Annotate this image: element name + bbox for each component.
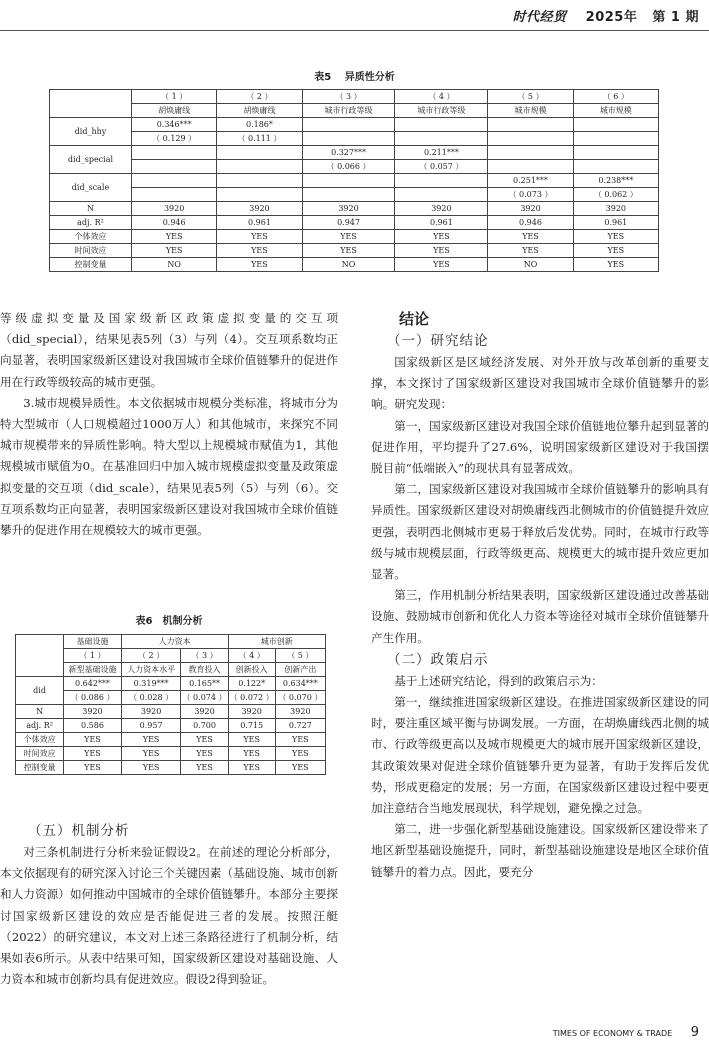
std-error-cell bbox=[302, 132, 395, 146]
stat-cell: YES bbox=[395, 230, 488, 244]
table-row bbox=[16, 635, 326, 649]
row-label: N bbox=[16, 705, 64, 719]
column-number: （ 2 ） bbox=[217, 90, 302, 104]
left-column bbox=[0, 308, 338, 541]
stat-cell: YES bbox=[228, 733, 275, 747]
row-label: 控制变量 bbox=[50, 258, 132, 272]
stat-cell: YES bbox=[121, 747, 181, 761]
std-error-cell bbox=[573, 160, 658, 174]
stat-cell: NO bbox=[132, 258, 217, 272]
stat-cell: YES bbox=[217, 258, 302, 272]
std-error-cell: （ 0.073 ） bbox=[488, 188, 573, 202]
group-header: 城市创新 bbox=[228, 635, 325, 649]
stat-cell: NO bbox=[302, 258, 395, 272]
stat-cell: 3920 bbox=[121, 705, 181, 719]
coefficient-cell bbox=[395, 174, 488, 188]
row-label: 控制变量 bbox=[16, 761, 64, 775]
stat-cell: 3920 bbox=[275, 705, 325, 719]
coefficient-cell: 0.186* bbox=[217, 118, 302, 132]
coefficient-cell: 0.327*** bbox=[302, 146, 395, 160]
stat-cell: YES bbox=[217, 230, 302, 244]
std-error-cell bbox=[488, 132, 573, 146]
coefficient-cell bbox=[488, 146, 573, 160]
std-error-cell: （ 0.074 ） bbox=[181, 691, 228, 705]
stat-cell: 0.961 bbox=[217, 216, 302, 230]
stat-cell: 3920 bbox=[181, 705, 228, 719]
row-label: 个体效应 bbox=[16, 733, 64, 747]
std-error-cell bbox=[217, 160, 302, 174]
stat-cell: 3920 bbox=[302, 202, 395, 216]
stat-cell: 0.947 bbox=[302, 216, 395, 230]
table5-heterogeneity bbox=[49, 89, 659, 272]
coefficient-cell: 0.634*** bbox=[275, 677, 325, 691]
coefficient-cell: 0.346*** bbox=[132, 118, 217, 132]
stat-cell: 0.961 bbox=[395, 216, 488, 230]
column-header: 城市规模 bbox=[573, 104, 658, 118]
table-row bbox=[16, 677, 326, 691]
stat-cell: YES bbox=[488, 230, 573, 244]
column-number: （ 4 ） bbox=[395, 90, 488, 104]
coefficient-cell: 0.122* bbox=[228, 677, 275, 691]
coefficient-cell bbox=[395, 118, 488, 132]
column-number: （ 4 ） bbox=[228, 649, 275, 663]
row-label: adj. R² bbox=[16, 719, 64, 733]
row-label: 时间效应 bbox=[16, 747, 64, 761]
stat-cell: YES bbox=[302, 244, 395, 258]
column-number: （ 5 ） bbox=[275, 649, 325, 663]
std-error-cell bbox=[302, 188, 395, 202]
table-row bbox=[50, 202, 659, 216]
column-number: （ 1 ） bbox=[132, 90, 217, 104]
paragraph: 3.城市规模异质性。本文依据城市规模分类标准，将城市分为特大型城市（人口规模超过1000万人）和其他城市，来探究不同城市规模带来的异质性影响。特大型以上规模城市赋值为1，其他规模城市赋值为0。在基准回归中加入城市规模虚拟变量及政策虚拟变量的交互项（did_scale），结果见表5列（5）与列（6）。交互项系数均正向显著，表明国家级新区建设对我国城市全球价值链攀升的促进作用在规模较大的城市更强。 bbox=[0, 395, 338, 538]
magazine-name: 时代经贸 bbox=[512, 10, 567, 25]
row-label: N bbox=[50, 202, 132, 216]
row-label: 个体效应 bbox=[50, 230, 132, 244]
coefficient-cell: 0.165** bbox=[181, 677, 228, 691]
coefficient-cell: 0.211*** bbox=[395, 146, 488, 160]
std-error-cell: （ 0.086 ） bbox=[64, 691, 122, 705]
std-error-cell: （ 0.057 ） bbox=[395, 160, 488, 174]
column-number: （ 6 ） bbox=[573, 90, 658, 104]
coefficient-cell bbox=[217, 146, 302, 160]
std-error-cell bbox=[395, 132, 488, 146]
stat-cell: 3920 bbox=[488, 202, 573, 216]
stat-cell: 0.700 bbox=[181, 719, 228, 733]
column-header: 胡焕庸线 bbox=[132, 104, 217, 118]
page-footer bbox=[553, 1025, 699, 1040]
group-header: 基础设施 bbox=[64, 635, 122, 649]
stat-cell: YES bbox=[395, 244, 488, 258]
stat-cell: 3920 bbox=[217, 202, 302, 216]
coefficient-cell: 0.642*** bbox=[64, 677, 122, 691]
section-heading-mechanism: （五）机制分析 bbox=[28, 823, 130, 839]
stat-cell: YES bbox=[228, 761, 275, 775]
right-column bbox=[371, 308, 709, 883]
table5-caption: 表5 异质性分析 bbox=[314, 72, 395, 83]
column-number: （ 3 ） bbox=[181, 649, 228, 663]
coefficient-cell bbox=[217, 174, 302, 188]
stat-cell: 3920 bbox=[395, 202, 488, 216]
paragraph: 第二，进一步强化新型基础设施建设。国家级新区建设带来了地区新型基础设施提升，同时，新型基础设施建设是地区全球价值链攀升的着力点。因此，要充分 bbox=[371, 822, 709, 879]
stat-cell: 3920 bbox=[132, 202, 217, 216]
paragraph: 对三条机制进行分析来验证假设2。在前述的理论分析部分，本文依据现有的研究深入讨论三个关键因素（基础设施、城市创新和人力资源）如何推动中国城市的全球价值链攀升。本部分主要探讨国家级新区建设的效应是否能促进三者的发展。按照汪艇（2022）的研究建议，本文对上述三条路径进行了机制分析，结果如表6所示。从表中结果可知，国家级新区建设对基础设施、人力资本和城市创新均具有促进效应。假设2得到验证。 bbox=[0, 845, 338, 987]
table-row bbox=[16, 733, 326, 747]
column-header: 胡焕庸线 bbox=[217, 104, 302, 118]
stat-cell: YES bbox=[228, 747, 275, 761]
column-header: 城市规模 bbox=[488, 104, 573, 118]
std-error-cell: （ 0.062 ） bbox=[573, 188, 658, 202]
stat-cell: YES bbox=[275, 733, 325, 747]
issue-year: 2025年 bbox=[585, 10, 638, 25]
coefficient-cell: 0.238*** bbox=[573, 174, 658, 188]
stat-cell: YES bbox=[217, 244, 302, 258]
table6-mechanism bbox=[15, 634, 326, 775]
row-label: did_special bbox=[50, 146, 132, 174]
table-row bbox=[50, 174, 659, 188]
column-header: 创新投入 bbox=[228, 663, 275, 677]
table-row bbox=[16, 761, 326, 775]
stat-cell: 0.727 bbox=[275, 719, 325, 733]
issue-number: 第 1 期 bbox=[652, 10, 699, 25]
table-row bbox=[50, 216, 659, 230]
table-row bbox=[50, 90, 659, 104]
header-rule bbox=[0, 30, 709, 31]
stat-cell: YES bbox=[275, 747, 325, 761]
stat-cell: YES bbox=[573, 258, 658, 272]
stat-cell: 3920 bbox=[64, 705, 122, 719]
subheading-policy: （二）政策启示 bbox=[387, 651, 489, 668]
paragraph: 国家级新区是区域经济发展、对外开放与改革创新的重要支撑，本文探讨了国家级新区建设对我国城市全球价值链攀升的影响。研究发现： bbox=[371, 355, 709, 412]
row-label: did bbox=[16, 677, 64, 705]
column-number: （ 2 ） bbox=[121, 649, 181, 663]
row-label: did_scale bbox=[50, 174, 132, 202]
stat-cell: YES bbox=[488, 244, 573, 258]
paragraph: 第二，国家级新区建设对我国城市全球价值链攀升的影响具有异质性。国家级新区建设对胡焕庸线西北侧城市的价值链提升效应更强，表明西北侧城市更易于释放后发优势。同时，在城市行政等级与城市规模层面，行政等级更高、规模更大的城市提升效应更加显著。 bbox=[371, 482, 709, 582]
stat-cell: YES bbox=[181, 761, 228, 775]
paragraph: 第一，国家级新区建设对我国全球价值链地位攀升起到显著的促进作用，平均提升了27.6%，说明国家级新区建设对于我国摆脱目前“低端嵌入”的现状具有显著成效。 bbox=[371, 418, 709, 476]
stat-cell: YES bbox=[395, 258, 488, 272]
page-number: 9 bbox=[690, 1025, 699, 1040]
table6-caption: 表6 机制分析 bbox=[135, 616, 203, 627]
std-error-cell bbox=[573, 132, 658, 146]
stat-cell: YES bbox=[121, 733, 181, 747]
page-header bbox=[513, 6, 699, 25]
coefficient-cell bbox=[132, 174, 217, 188]
stat-cell: 0.946 bbox=[488, 216, 573, 230]
stat-cell: YES bbox=[573, 230, 658, 244]
paragraph: 基于上述研究结论，得到的政策启示为： bbox=[394, 673, 603, 688]
table-row bbox=[50, 146, 659, 160]
stat-cell: 3920 bbox=[228, 705, 275, 719]
table-row bbox=[50, 160, 659, 174]
coefficient-cell bbox=[573, 118, 658, 132]
left-column-lower bbox=[0, 820, 338, 990]
table-row bbox=[16, 747, 326, 761]
table-row bbox=[50, 244, 659, 258]
std-error-cell bbox=[395, 188, 488, 202]
stat-cell: YES bbox=[121, 761, 181, 775]
coefficient-cell bbox=[302, 118, 395, 132]
section-heading-conclusion: 结论 bbox=[399, 310, 430, 328]
std-error-cell bbox=[132, 160, 217, 174]
stat-cell: 0.961 bbox=[573, 216, 658, 230]
row-label: adj. R² bbox=[50, 216, 132, 230]
column-header: 城市行政等级 bbox=[395, 104, 488, 118]
coefficient-cell bbox=[302, 174, 395, 188]
table-row bbox=[16, 719, 326, 733]
group-header: 人力资本 bbox=[121, 635, 228, 649]
table-row bbox=[50, 188, 659, 202]
stat-cell: 0.957 bbox=[121, 719, 181, 733]
subheading-findings: （一）研究结论 bbox=[387, 333, 489, 349]
std-error-cell: （ 0.070 ） bbox=[275, 691, 325, 705]
std-error-cell: （ 0.111 ） bbox=[217, 132, 302, 146]
std-error-cell bbox=[217, 188, 302, 202]
column-header: 新型基础设施 bbox=[64, 663, 122, 677]
stat-cell: 0.946 bbox=[132, 216, 217, 230]
column-header: 人力资本水平 bbox=[121, 663, 181, 677]
table-row bbox=[50, 258, 659, 272]
journal-name: TIMES OF ECONOMY & TRADE bbox=[552, 1029, 673, 1038]
stat-cell: YES bbox=[64, 761, 122, 775]
table-row bbox=[50, 230, 659, 244]
stat-cell: NO bbox=[488, 258, 573, 272]
std-error-cell bbox=[132, 188, 217, 202]
std-error-cell bbox=[488, 160, 573, 174]
column-number: （ 1 ） bbox=[64, 649, 122, 663]
stat-cell: YES bbox=[64, 733, 122, 747]
stat-cell: 0.715 bbox=[228, 719, 275, 733]
stat-cell: YES bbox=[302, 230, 395, 244]
row-label: 时间效应 bbox=[50, 244, 132, 258]
paragraph: 第三，作用机制分析结果表明，国家级新区建设通过改善基础设施、鼓励城市创新和优化人力资本等途径对城市全球价值链攀升产生作用。 bbox=[371, 588, 709, 645]
column-number: （ 3 ） bbox=[302, 90, 395, 104]
table-row bbox=[50, 118, 659, 132]
coefficient-cell: 0.319*** bbox=[121, 677, 181, 691]
stat-cell: 3920 bbox=[573, 202, 658, 216]
stat-cell: YES bbox=[181, 733, 228, 747]
table-row bbox=[50, 104, 659, 118]
table-corner-cell bbox=[16, 635, 64, 677]
coefficient-cell bbox=[488, 118, 573, 132]
paragraph: 等级虚拟变量及国家级新区政策虚拟变量的交互项（did_special），结果见表5列（3）与列（4）。交互项系数均正向显著，表明国家级新区建设对我国城市全球价值链攀升的促进作用在行政等级较高的城市更强。 bbox=[0, 311, 338, 389]
column-header: 教育投入 bbox=[181, 663, 228, 677]
column-header: 创新产出 bbox=[275, 663, 325, 677]
coefficient-cell bbox=[132, 146, 217, 160]
table-corner-cell bbox=[50, 90, 132, 118]
stat-cell: YES bbox=[181, 747, 228, 761]
stat-cell: YES bbox=[64, 747, 122, 761]
std-error-cell: （ 0.129 ） bbox=[132, 132, 217, 146]
stat-cell: YES bbox=[573, 244, 658, 258]
table-row bbox=[50, 132, 659, 146]
paragraph: 第一，继续推进国家级新区建设。在推进国家级新区建设的同时，要注重区域平衡与协调发展。一方面，在胡焕庸线西北侧的城市、行政等级更高以及城市规模更大的城市展开国家级新区建设，其政策效果对促进全球价值链攀升更为显著，有助于发挥后发优势，形成更稳定的发展；另一方面，在国家级新区建设过程中要更加注意结合当地发展现状，科学规划，避免操之过急。 bbox=[371, 695, 709, 816]
stat-cell: YES bbox=[132, 244, 217, 258]
std-error-cell: （ 0.066 ） bbox=[302, 160, 395, 174]
coefficient-cell: 0.251*** bbox=[488, 174, 573, 188]
row-label: did_hhy bbox=[50, 118, 132, 146]
table-row bbox=[16, 705, 326, 719]
std-error-cell: （ 0.072 ） bbox=[228, 691, 275, 705]
stat-cell: 0.586 bbox=[64, 719, 122, 733]
coefficient-cell bbox=[573, 146, 658, 160]
column-number: （ 5 ） bbox=[488, 90, 573, 104]
column-header: 城市行政等级 bbox=[302, 104, 395, 118]
stat-cell: YES bbox=[275, 761, 325, 775]
stat-cell: YES bbox=[132, 230, 217, 244]
std-error-cell: （ 0.028 ） bbox=[121, 691, 181, 705]
